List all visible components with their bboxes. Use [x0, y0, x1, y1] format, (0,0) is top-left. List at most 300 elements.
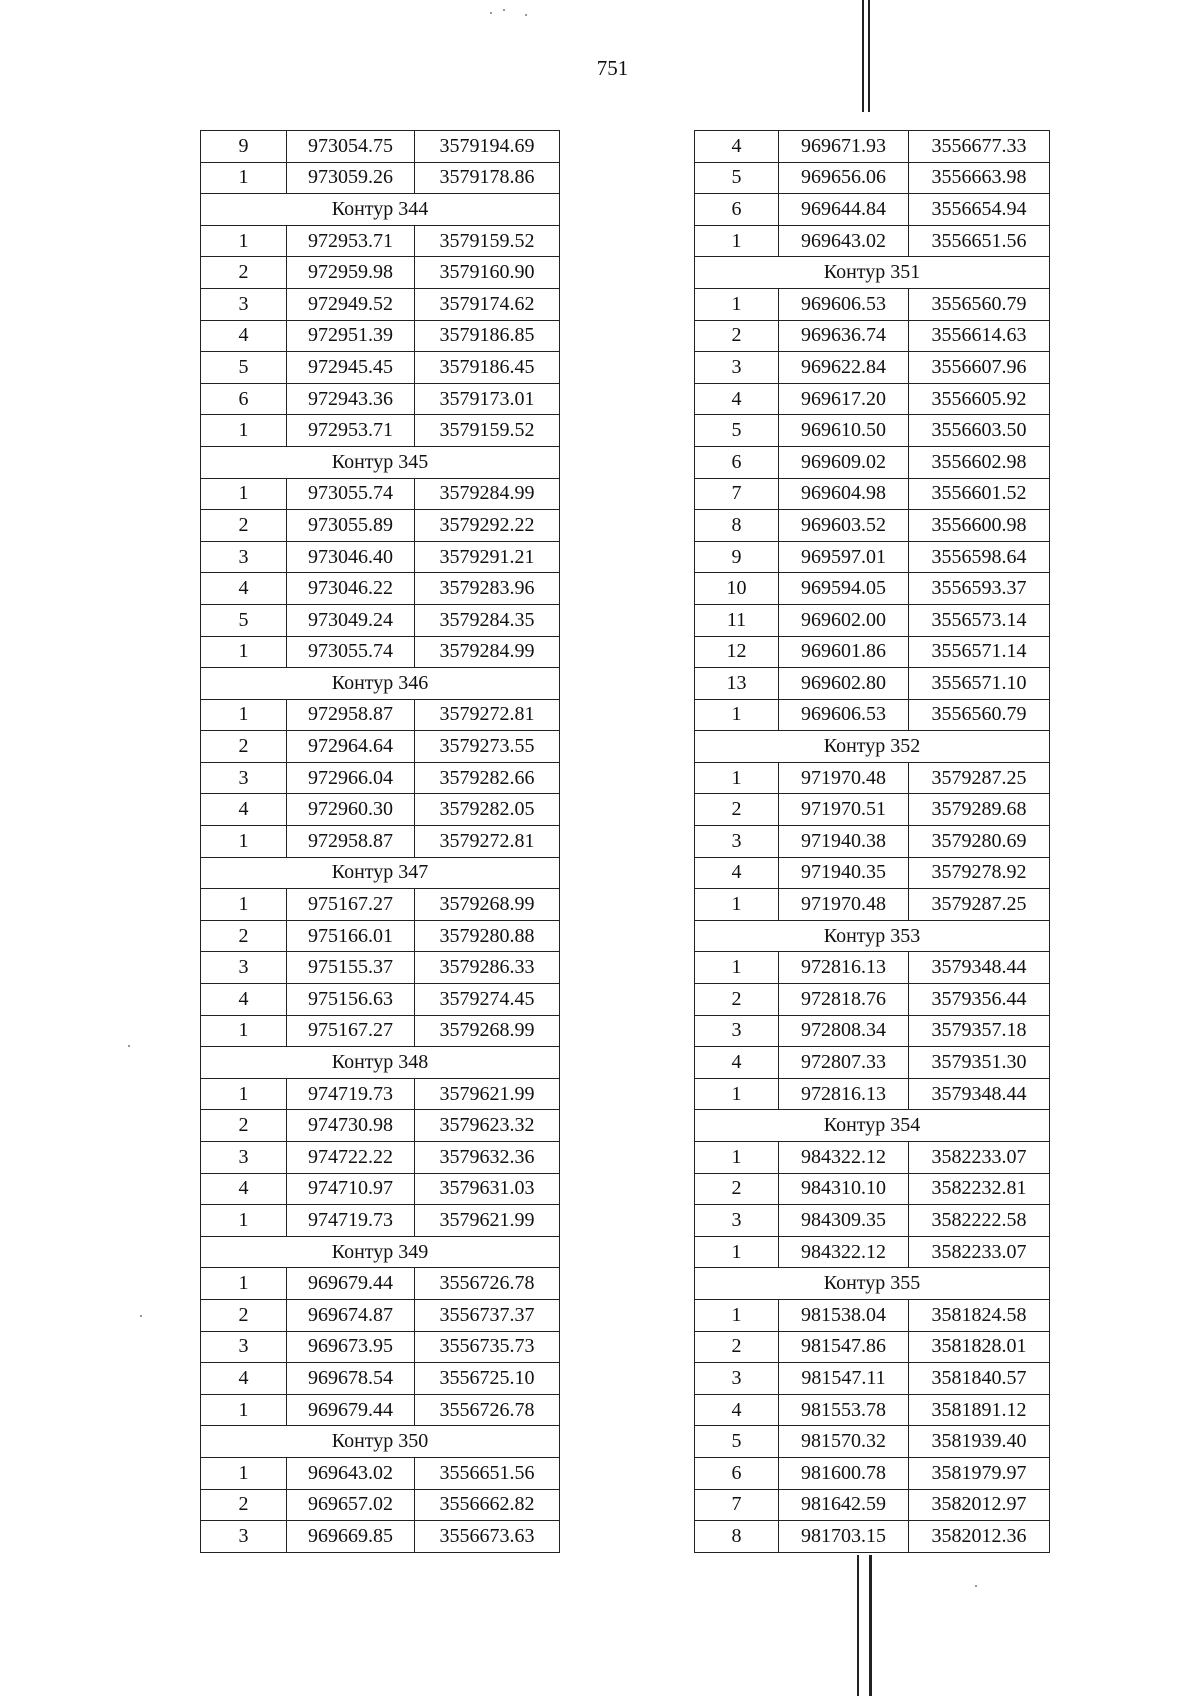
y-coordinate-cell: 3556601.52 [909, 478, 1050, 510]
table-row [695, 478, 1050, 510]
table-row [695, 225, 1050, 257]
y-coordinate-cell: 3556571.14 [909, 636, 1050, 668]
y-coordinate-cell: 3579283.96 [415, 573, 560, 605]
point-number-cell: 7 [695, 478, 779, 510]
y-coordinate-cell: 3581979.97 [909, 1457, 1050, 1489]
x-coordinate-cell: 974710.97 [287, 1173, 415, 1205]
y-coordinate-cell: 3579621.99 [415, 1205, 560, 1237]
x-coordinate-cell: 972949.52 [287, 288, 415, 320]
table-row [695, 288, 1050, 320]
point-number-cell: 4 [695, 1047, 779, 1079]
table-row [695, 1363, 1050, 1395]
table-row [695, 636, 1050, 668]
x-coordinate-cell: 969679.44 [287, 1268, 415, 1300]
point-number-cell: 2 [201, 1299, 287, 1331]
y-coordinate-cell: 3582232.81 [909, 1173, 1050, 1205]
y-coordinate-cell: 3556735.73 [415, 1331, 560, 1363]
x-coordinate-cell: 972945.45 [287, 352, 415, 384]
contour-title: Контур 351 [695, 257, 1050, 289]
point-number-cell: 8 [695, 510, 779, 542]
point-number-cell: 1 [201, 415, 287, 447]
table-row [695, 1142, 1050, 1174]
point-number-cell: 2 [201, 510, 287, 542]
x-coordinate-cell: 972951.39 [287, 320, 415, 352]
point-number-cell: 5 [201, 604, 287, 636]
y-coordinate-cell: 3579268.99 [415, 889, 560, 921]
table-row [201, 320, 560, 352]
point-number-cell: 11 [695, 604, 779, 636]
y-coordinate-cell: 3556651.56 [909, 225, 1050, 257]
point-number-cell: 1 [201, 1078, 287, 1110]
y-coordinate-cell: 3579348.44 [909, 1078, 1050, 1110]
y-coordinate-cell: 3579268.99 [415, 1015, 560, 1047]
y-coordinate-cell: 3579291.21 [415, 541, 560, 573]
x-coordinate-cell: 969606.53 [779, 699, 909, 731]
y-coordinate-cell: 3581891.12 [909, 1394, 1050, 1426]
y-coordinate-cell: 3579348.44 [909, 952, 1050, 984]
table-row [695, 383, 1050, 415]
table-row [201, 1457, 560, 1489]
x-coordinate-cell: 969636.74 [779, 320, 909, 352]
y-coordinate-cell: 3556662.82 [415, 1489, 560, 1521]
table-row [695, 1078, 1050, 1110]
x-coordinate-cell: 971970.48 [779, 762, 909, 794]
table-row [201, 604, 560, 636]
x-coordinate-cell: 984309.35 [779, 1205, 909, 1237]
table-row [201, 1331, 560, 1363]
point-number-cell: 1 [201, 636, 287, 668]
point-number-cell: 9 [201, 131, 287, 163]
y-coordinate-cell: 3556605.92 [909, 383, 1050, 415]
point-number-cell: 9 [695, 541, 779, 573]
contour-title: Контур 352 [695, 731, 1050, 763]
x-coordinate-cell: 972943.36 [287, 383, 415, 415]
y-coordinate-cell: 3579284.35 [415, 604, 560, 636]
contour-title-row [201, 668, 560, 700]
y-coordinate-cell: 3556726.78 [415, 1394, 560, 1426]
point-number-cell: 3 [201, 1331, 287, 1363]
table-row [695, 952, 1050, 984]
x-coordinate-cell: 969679.44 [287, 1394, 415, 1426]
x-coordinate-cell: 971940.35 [779, 857, 909, 889]
y-coordinate-cell: 3579357.18 [909, 1015, 1050, 1047]
table-row [201, 225, 560, 257]
y-coordinate-cell: 3579160.90 [415, 257, 560, 289]
contour-title: Контур 348 [201, 1047, 560, 1079]
table-row [695, 1521, 1050, 1553]
point-number-cell: 4 [201, 1363, 287, 1395]
point-number-cell: 7 [695, 1489, 779, 1521]
y-coordinate-cell: 3579194.69 [415, 131, 560, 163]
contour-title-row [201, 1047, 560, 1079]
x-coordinate-cell: 974730.98 [287, 1110, 415, 1142]
point-number-cell: 1 [695, 288, 779, 320]
x-coordinate-cell: 972958.87 [287, 699, 415, 731]
table-row [201, 383, 560, 415]
point-number-cell: 5 [695, 415, 779, 447]
point-number-cell: 1 [201, 1457, 287, 1489]
y-coordinate-cell: 3579280.88 [415, 920, 560, 952]
table-row [201, 162, 560, 194]
point-number-cell: 3 [695, 826, 779, 858]
table-row [695, 415, 1050, 447]
x-coordinate-cell: 969643.02 [287, 1457, 415, 1489]
contour-title-row [695, 1110, 1050, 1142]
point-number-cell: 1 [695, 1236, 779, 1268]
y-coordinate-cell: 3556598.64 [909, 541, 1050, 573]
y-coordinate-cell: 3579287.25 [909, 889, 1050, 921]
y-coordinate-cell: 3579356.44 [909, 984, 1050, 1016]
y-coordinate-cell: 3556593.37 [909, 573, 1050, 605]
point-number-cell: 4 [695, 131, 779, 163]
table-row [695, 1015, 1050, 1047]
binding-line-top-2 [868, 0, 870, 112]
y-coordinate-cell: 3579631.03 [415, 1173, 560, 1205]
point-number-cell: 2 [695, 984, 779, 1016]
y-coordinate-cell: 3556677.33 [909, 131, 1050, 163]
table-row [201, 1205, 560, 1237]
x-coordinate-cell: 971970.51 [779, 794, 909, 826]
binding-line-bottom-2 [869, 1555, 872, 1696]
y-coordinate-cell: 3579174.62 [415, 288, 560, 320]
x-coordinate-cell: 969603.52 [779, 510, 909, 542]
x-coordinate-cell: 969657.02 [287, 1489, 415, 1521]
x-coordinate-cell: 969669.85 [287, 1521, 415, 1553]
point-number-cell: 8 [695, 1521, 779, 1553]
y-coordinate-cell: 3579273.55 [415, 731, 560, 763]
x-coordinate-cell: 969594.05 [779, 573, 909, 605]
point-number-cell: 3 [695, 1363, 779, 1395]
binding-line-top [862, 0, 864, 112]
x-coordinate-cell: 969601.86 [779, 636, 909, 668]
point-number-cell: 2 [695, 1331, 779, 1363]
contour-title: Контур 349 [201, 1236, 560, 1268]
point-number-cell: 2 [201, 920, 287, 952]
table-row [695, 131, 1050, 163]
contour-title-row [201, 194, 560, 226]
x-coordinate-cell: 969678.54 [287, 1363, 415, 1395]
point-number-cell: 2 [201, 257, 287, 289]
y-coordinate-cell: 3556663.98 [909, 162, 1050, 194]
y-coordinate-cell: 3579278.92 [909, 857, 1050, 889]
x-coordinate-cell: 969610.50 [779, 415, 909, 447]
x-coordinate-cell: 973046.22 [287, 573, 415, 605]
table-row [201, 573, 560, 605]
point-number-cell: 4 [695, 1394, 779, 1426]
x-coordinate-cell: 973059.26 [287, 162, 415, 194]
point-number-cell: 4 [695, 857, 779, 889]
table-row [201, 1489, 560, 1521]
table-row [201, 1394, 560, 1426]
point-number-cell: 2 [695, 320, 779, 352]
point-number-cell: 6 [695, 194, 779, 226]
x-coordinate-cell: 969609.02 [779, 446, 909, 478]
y-coordinate-cell: 3556573.14 [909, 604, 1050, 636]
y-coordinate-cell: 3579274.45 [415, 984, 560, 1016]
table-row [201, 1521, 560, 1553]
point-number-cell: 5 [695, 162, 779, 194]
y-coordinate-cell: 3556607.96 [909, 352, 1050, 384]
point-number-cell: 2 [695, 1173, 779, 1205]
x-coordinate-cell: 969604.98 [779, 478, 909, 510]
y-coordinate-cell: 3556725.10 [415, 1363, 560, 1395]
scan-speck [525, 14, 527, 16]
point-number-cell: 5 [201, 352, 287, 384]
table-row [695, 320, 1050, 352]
table-row [201, 288, 560, 320]
table-row [695, 1394, 1050, 1426]
x-coordinate-cell: 969606.53 [779, 288, 909, 320]
table-row [201, 794, 560, 826]
table-row [695, 889, 1050, 921]
table-row [695, 857, 1050, 889]
y-coordinate-cell: 3556602.98 [909, 446, 1050, 478]
point-number-cell: 6 [695, 446, 779, 478]
x-coordinate-cell: 973054.75 [287, 131, 415, 163]
y-coordinate-cell: 3582012.36 [909, 1521, 1050, 1553]
table-row [695, 1299, 1050, 1331]
x-coordinate-cell: 972966.04 [287, 762, 415, 794]
table-row [695, 1173, 1050, 1205]
y-coordinate-cell: 3556726.78 [415, 1268, 560, 1300]
point-number-cell: 4 [201, 794, 287, 826]
x-coordinate-cell: 969622.84 [779, 352, 909, 384]
y-coordinate-cell: 3556560.79 [909, 699, 1050, 731]
point-number-cell: 1 [201, 1205, 287, 1237]
point-number-cell: 1 [695, 1142, 779, 1174]
x-coordinate-cell: 969656.06 [779, 162, 909, 194]
table-row [695, 604, 1050, 636]
coordinates-table-right [694, 130, 1050, 1553]
point-number-cell: 3 [201, 288, 287, 320]
y-coordinate-cell: 3582233.07 [909, 1142, 1050, 1174]
point-number-cell: 1 [201, 699, 287, 731]
y-coordinate-cell: 3579282.66 [415, 762, 560, 794]
y-coordinate-cell: 3579284.99 [415, 636, 560, 668]
x-coordinate-cell: 972816.13 [779, 952, 909, 984]
x-coordinate-cell: 975166.01 [287, 920, 415, 952]
table-row [201, 762, 560, 794]
point-number-cell: 3 [201, 1521, 287, 1553]
point-number-cell: 3 [695, 1015, 779, 1047]
x-coordinate-cell: 969671.93 [779, 131, 909, 163]
y-coordinate-cell: 3579178.86 [415, 162, 560, 194]
x-coordinate-cell: 969602.80 [779, 668, 909, 700]
contour-title: Контур 353 [695, 920, 1050, 952]
contour-title-row [201, 1426, 560, 1458]
table-row [201, 1268, 560, 1300]
x-coordinate-cell: 972958.87 [287, 826, 415, 858]
table-row [695, 541, 1050, 573]
point-number-cell: 12 [695, 636, 779, 668]
table-row [201, 1142, 560, 1174]
table-row [201, 1173, 560, 1205]
scan-speck [128, 1045, 130, 1047]
y-coordinate-cell: 3579632.36 [415, 1142, 560, 1174]
x-coordinate-cell: 981570.32 [779, 1426, 909, 1458]
table-row [201, 478, 560, 510]
table-row [201, 1299, 560, 1331]
point-number-cell: 1 [695, 1078, 779, 1110]
x-coordinate-cell: 981538.04 [779, 1299, 909, 1331]
y-coordinate-cell: 3579186.45 [415, 352, 560, 384]
table-row [695, 194, 1050, 226]
y-coordinate-cell: 3579272.81 [415, 826, 560, 858]
x-coordinate-cell: 984310.10 [779, 1173, 909, 1205]
point-number-cell: 1 [695, 762, 779, 794]
y-coordinate-cell: 3556571.10 [909, 668, 1050, 700]
scan-speck [975, 1585, 977, 1587]
y-coordinate-cell: 3582222.58 [909, 1205, 1050, 1237]
contour-title-row [695, 920, 1050, 952]
x-coordinate-cell: 969597.01 [779, 541, 909, 573]
x-coordinate-cell: 972960.30 [287, 794, 415, 826]
x-coordinate-cell: 969643.02 [779, 225, 909, 257]
contour-title: Контур 355 [695, 1268, 1050, 1300]
x-coordinate-cell: 981600.78 [779, 1457, 909, 1489]
x-coordinate-cell: 972808.34 [779, 1015, 909, 1047]
x-coordinate-cell: 972959.98 [287, 257, 415, 289]
x-coordinate-cell: 975167.27 [287, 1015, 415, 1047]
table-row [201, 636, 560, 668]
table-row [201, 131, 560, 163]
table-row [695, 668, 1050, 700]
point-number-cell: 3 [201, 762, 287, 794]
point-number-cell: 6 [201, 383, 287, 415]
contour-title-row [695, 731, 1050, 763]
y-coordinate-cell: 3582012.97 [909, 1489, 1050, 1521]
x-coordinate-cell: 971970.48 [779, 889, 909, 921]
y-coordinate-cell: 3556651.56 [415, 1457, 560, 1489]
table-row [695, 1205, 1050, 1237]
point-number-cell: 4 [201, 320, 287, 352]
scan-speck [503, 9, 505, 11]
point-number-cell: 4 [201, 984, 287, 1016]
table-row [695, 1047, 1050, 1079]
table-row [695, 446, 1050, 478]
contour-title-row [695, 1268, 1050, 1300]
x-coordinate-cell: 973055.74 [287, 478, 415, 510]
y-coordinate-cell: 3556614.63 [909, 320, 1050, 352]
contour-title: Контур 344 [201, 194, 560, 226]
y-coordinate-cell: 3579282.05 [415, 794, 560, 826]
table-row [695, 1489, 1050, 1521]
x-coordinate-cell: 972816.13 [779, 1078, 909, 1110]
contour-title-row [201, 446, 560, 478]
table-row [695, 762, 1050, 794]
contour-title: Контур 347 [201, 857, 560, 889]
point-number-cell: 1 [201, 478, 287, 510]
x-coordinate-cell: 969617.20 [779, 383, 909, 415]
x-coordinate-cell: 971940.38 [779, 826, 909, 858]
point-number-cell: 4 [201, 1173, 287, 1205]
y-coordinate-cell: 3579621.99 [415, 1078, 560, 1110]
y-coordinate-cell: 3556603.50 [909, 415, 1050, 447]
table-row [695, 826, 1050, 858]
y-coordinate-cell: 3556560.79 [909, 288, 1050, 320]
table-row [695, 1331, 1050, 1363]
table-row [201, 1363, 560, 1395]
y-coordinate-cell: 3581824.58 [909, 1299, 1050, 1331]
contour-title: Контур 346 [201, 668, 560, 700]
y-coordinate-cell: 3579173.01 [415, 383, 560, 415]
y-coordinate-cell: 3579351.30 [909, 1047, 1050, 1079]
x-coordinate-cell: 974722.22 [287, 1142, 415, 1174]
table-row [201, 699, 560, 731]
point-number-cell: 1 [201, 1268, 287, 1300]
point-number-cell: 10 [695, 573, 779, 605]
point-number-cell: 3 [201, 952, 287, 984]
x-coordinate-cell: 969644.84 [779, 194, 909, 226]
table-row [201, 984, 560, 1016]
x-coordinate-cell: 973049.24 [287, 604, 415, 636]
scan-speck [140, 1315, 142, 1317]
x-coordinate-cell: 972807.33 [779, 1047, 909, 1079]
table-row [695, 352, 1050, 384]
x-coordinate-cell: 972953.71 [287, 225, 415, 257]
y-coordinate-cell: 3556737.37 [415, 1299, 560, 1331]
page-number: 751 [596, 56, 629, 80]
table-row [201, 826, 560, 858]
y-coordinate-cell: 3579159.52 [415, 225, 560, 257]
x-coordinate-cell: 969602.00 [779, 604, 909, 636]
contour-title-row [201, 857, 560, 889]
point-number-cell: 1 [695, 1299, 779, 1331]
x-coordinate-cell: 973055.89 [287, 510, 415, 542]
table-row [695, 984, 1050, 1016]
table-row [695, 794, 1050, 826]
point-number-cell: 2 [201, 1489, 287, 1521]
x-coordinate-cell: 981547.11 [779, 1363, 909, 1395]
point-number-cell: 1 [201, 1394, 287, 1426]
point-number-cell: 3 [695, 352, 779, 384]
x-coordinate-cell: 975167.27 [287, 889, 415, 921]
contour-title: Контур 354 [695, 1110, 1050, 1142]
x-coordinate-cell: 974719.73 [287, 1078, 415, 1110]
point-number-cell: 2 [201, 1110, 287, 1142]
table-row [201, 731, 560, 763]
y-coordinate-cell: 3579284.99 [415, 478, 560, 510]
point-number-cell: 1 [201, 1015, 287, 1047]
table-row [695, 1457, 1050, 1489]
table-row [201, 510, 560, 542]
y-coordinate-cell: 3579186.85 [415, 320, 560, 352]
x-coordinate-cell: 969673.95 [287, 1331, 415, 1363]
point-number-cell: 2 [695, 794, 779, 826]
point-number-cell: 3 [695, 1205, 779, 1237]
y-coordinate-cell: 3579292.22 [415, 510, 560, 542]
point-number-cell: 5 [695, 1426, 779, 1458]
x-coordinate-cell: 972964.64 [287, 731, 415, 763]
y-coordinate-cell: 3556654.94 [909, 194, 1050, 226]
x-coordinate-cell: 975155.37 [287, 952, 415, 984]
y-coordinate-cell: 3579289.68 [909, 794, 1050, 826]
table-row [201, 541, 560, 573]
x-coordinate-cell: 974719.73 [287, 1205, 415, 1237]
y-coordinate-cell: 3581840.57 [909, 1363, 1050, 1395]
point-number-cell: 3 [201, 541, 287, 573]
contour-title-row [695, 257, 1050, 289]
point-number-cell: 3 [201, 1142, 287, 1174]
table-row [201, 415, 560, 447]
table-row [695, 1236, 1050, 1268]
x-coordinate-cell: 981553.78 [779, 1394, 909, 1426]
contour-title: Контур 345 [201, 446, 560, 478]
x-coordinate-cell: 984322.12 [779, 1142, 909, 1174]
table-row [695, 573, 1050, 605]
table-row [695, 510, 1050, 542]
x-coordinate-cell: 973055.74 [287, 636, 415, 668]
